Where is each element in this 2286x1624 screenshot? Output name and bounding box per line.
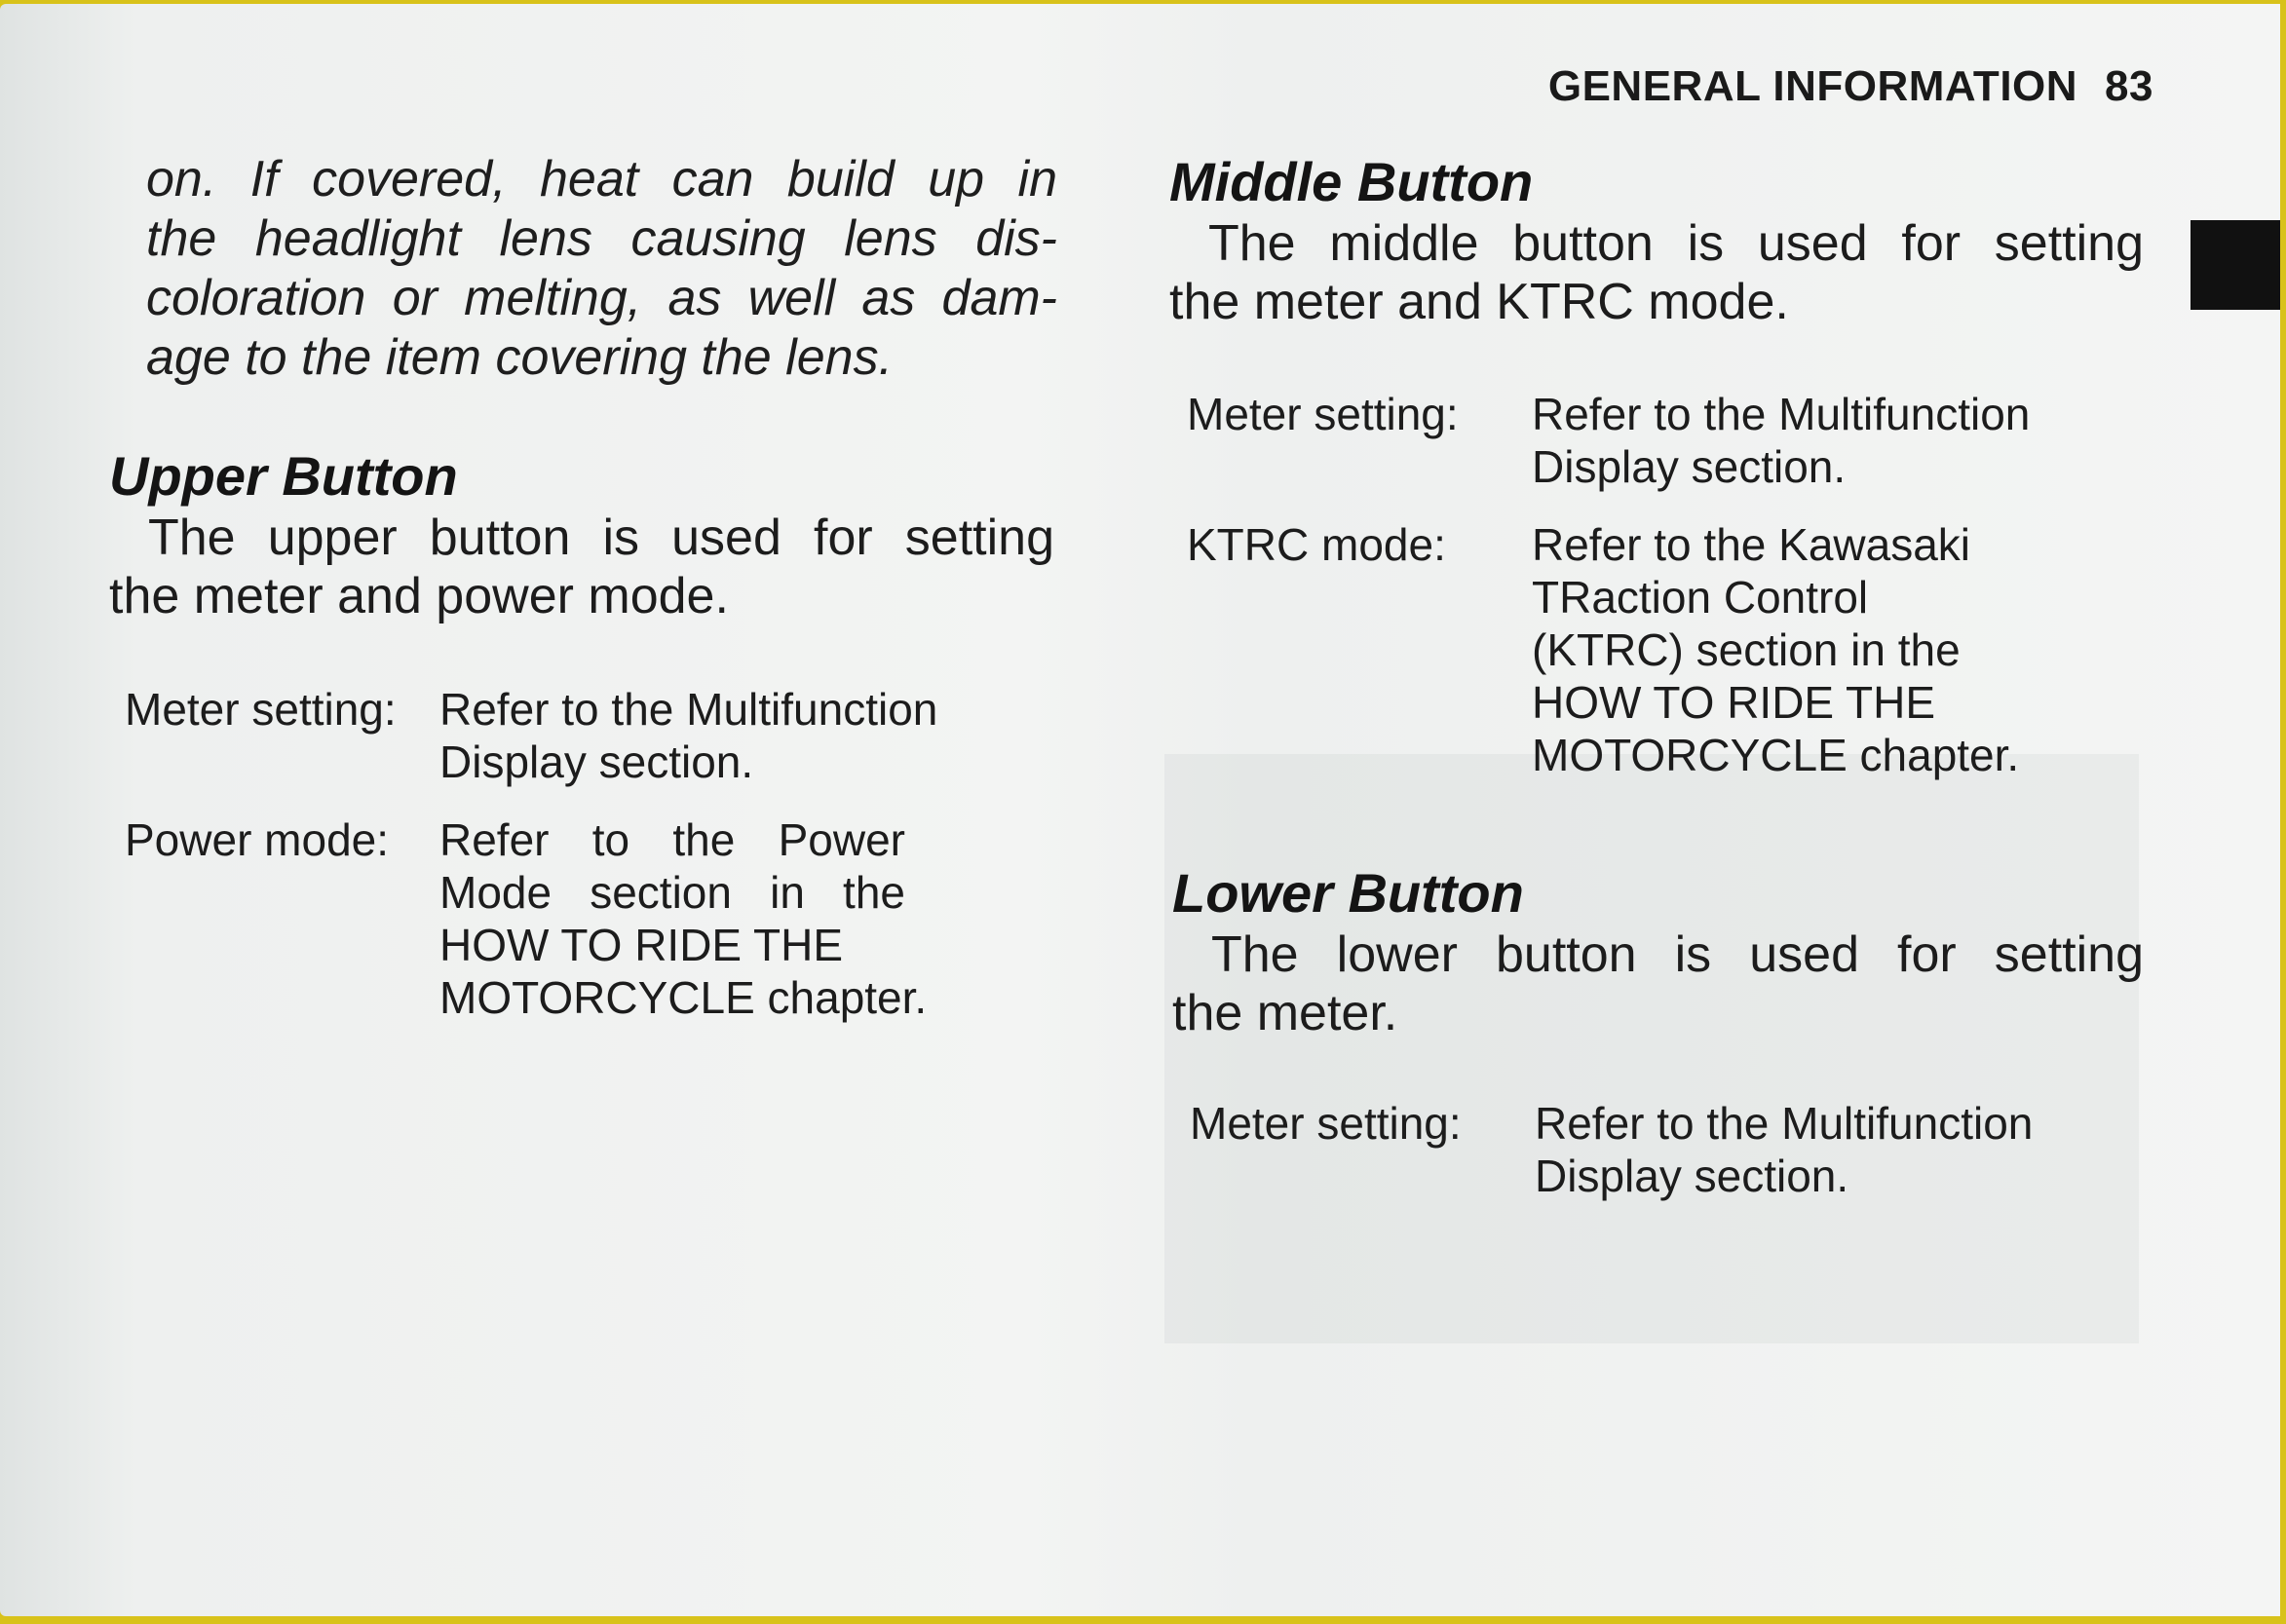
lower-button-settings-table (1190, 1097, 2145, 1227)
page-header (1491, 62, 2153, 111)
page-number: 83 (2105, 62, 2153, 110)
text-line: the meter and power mode. (109, 568, 729, 624)
value-line: Refer to the Multifunction (1535, 1098, 2034, 1149)
value-line: Mode section in the (439, 867, 905, 918)
table-row (1190, 1097, 2145, 1202)
value-line: TRaction Control (1532, 572, 1869, 623)
headlight-caution-text (146, 150, 1057, 388)
upper-button-heading: Upper Button (109, 445, 458, 507)
bleed-through-right-figure (1164, 754, 2139, 1343)
value-line: Display section. (1532, 441, 1847, 492)
setting-label: Meter setting: (1190, 1098, 1462, 1149)
middle-button-heading: Middle Button (1169, 151, 1534, 212)
setting-value (1535, 1097, 2145, 1202)
value-line: HOW TO RIDE THE (439, 920, 844, 970)
setting-label: KTRC mode: (1187, 519, 1446, 570)
text-line: the meter. (1172, 985, 1398, 1041)
table-row (1187, 388, 2142, 493)
upper-button-description (109, 509, 1054, 625)
setting-label: Power mode: (125, 814, 390, 865)
section-title: GENERAL INFORMATION (1547, 62, 2078, 110)
setting-label: Meter setting: (125, 684, 397, 735)
table-row (125, 683, 1060, 788)
value-line: (KTRC) section in the (1532, 624, 1961, 675)
table-row (125, 813, 1060, 1024)
value-line: Refer to the Kawasaki (1532, 519, 1971, 570)
text-line: the headlight lens causing lens dis- (146, 210, 1057, 267)
value-line: HOW TO RIDE THE (1532, 677, 1936, 728)
setting-value (1532, 388, 2142, 493)
setting-value (439, 813, 928, 1024)
text-line: age to the item covering the lens. (146, 329, 894, 386)
text-line: The middle button is used for setting (1208, 215, 2144, 272)
middle-button-settings-table (1187, 388, 2142, 807)
value-line: Display section. (439, 736, 754, 787)
value-line: Refer to the Multifunction (1532, 389, 2031, 439)
middle-button-description (1169, 214, 2144, 331)
text-line: The upper button is used for setting (148, 510, 1054, 566)
value-line: MOTORCYCLE chapter. (439, 972, 928, 1023)
manual-page (0, 4, 2280, 1616)
text-line: coloration or melting, as well as dam- (146, 270, 1057, 326)
value-line: Refer to the Multifunction (439, 684, 938, 735)
text-line: the meter and KTRC mode. (1169, 274, 1789, 330)
value-line: MOTORCYCLE chapter. (1532, 730, 2020, 780)
text-line: on. If covered, heat can build up in (146, 151, 1057, 208)
value-line: Display section. (1535, 1151, 1849, 1201)
lower-button-description (1172, 925, 2144, 1042)
setting-label: Meter setting: (1187, 389, 1459, 439)
setting-value (1532, 518, 2097, 781)
upper-button-settings-table (125, 683, 1060, 1049)
setting-value (439, 683, 1060, 788)
text-line: The lower button is used for setting (1211, 926, 2144, 983)
lower-button-heading: Lower Button (1172, 862, 1524, 924)
value-line: Refer to the Power (439, 814, 905, 865)
table-row (1187, 518, 2142, 781)
chapter-thumb-tab (2191, 220, 2280, 310)
